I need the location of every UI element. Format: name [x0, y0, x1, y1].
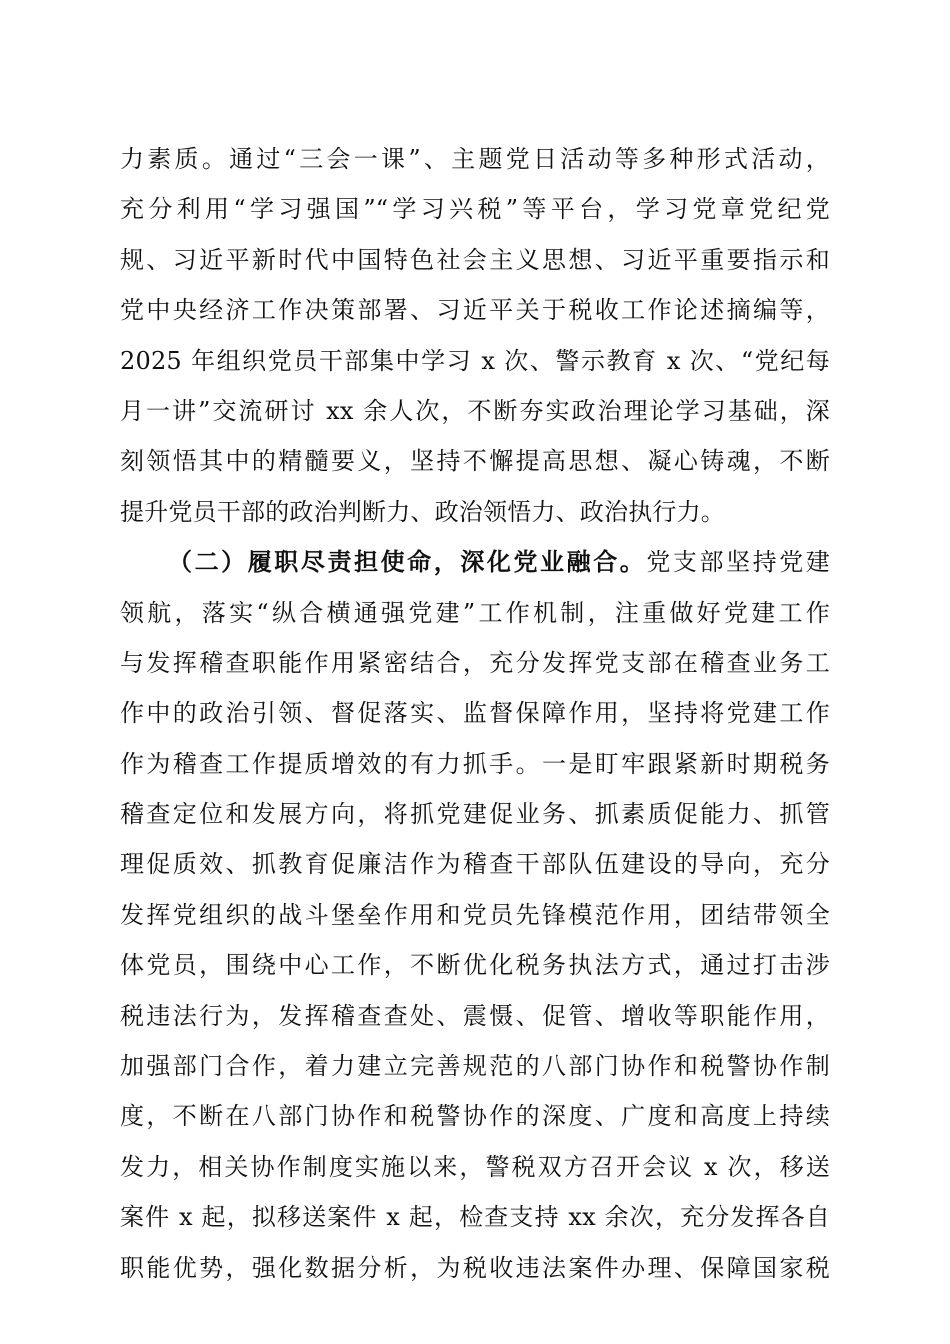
section-heading: （二）履职尽责担使命，深化党业融合。: [168, 547, 647, 577]
paragraph-2-line: 发挥党组织的战斗堡垒作用和党员先锋模范作用，团结带领全: [120, 900, 830, 929]
body-text: [120, 134, 830, 1293]
paragraph-2-first-line-text: 党支部坚持党建: [646, 548, 830, 577]
paragraph-2-line: 发力，相关协作制度实施以来，警税双方召开会议 x 次，移送: [120, 1152, 830, 1181]
paragraph-1: [120, 134, 830, 537]
paragraph-1-line: 2025 年组织党员干部集中学习 x 次、警示教育 x 次、“党纪每: [120, 346, 830, 375]
paragraph-2-line: 理促质效、抓教育促廉洁作为稽查干部队伍建设的导向，充分: [120, 850, 830, 879]
paragraph-2-line: 度，不断在八部门协作和税警协作的深度、广度和高度上持续: [120, 1102, 830, 1131]
paragraph-2-line: 加强部门合作，着力建立完善规范的八部门协作和税警协作制: [120, 1052, 830, 1081]
paragraph-2-line: 税违法行为，发挥稽查查处、震慑、促管、增收等职能作用，: [120, 1001, 830, 1030]
paragraph-1-line: 充分利用“学习强国”“学习兴税”等平台，学习党章党纪党: [120, 195, 830, 224]
paragraph-1-line: 力素质。通过“三会一课”、主题党日活动等多种形式活动，: [120, 145, 830, 173]
paragraph-2-line: 职能优势，强化数据分析，为税收违法案件办理、保障国家税: [120, 1253, 830, 1282]
paragraph-2-line: 作中的政治引领、督促落实、监督保障作用，坚持将党建工作: [120, 699, 830, 728]
paragraph-1-line: 党中央经济工作决策部署、习近平关于税收工作论述摘编等，: [120, 296, 830, 325]
paragraph-1-line: 提升党员干部的政治判断力、政治领悟力、政治执行力。: [120, 497, 725, 526]
paragraph-2-line: 稽查定位和发展方向，将抓党建促业务、抓素质促能力、抓管: [120, 800, 830, 829]
paragraph-2-line: 与发挥稽查职能作用紧密结合，充分发挥党支部在稽查业务工: [120, 648, 830, 677]
paragraph-1-line: 规、习近平新时代中国特色社会主义思想、习近平重要指示和: [120, 245, 830, 274]
paragraph-2-line: 体党员，围绕中心工作，不断优化税务执法方式，通过打击涉: [120, 951, 830, 980]
paragraph-2-first-line: [120, 537, 830, 587]
paragraph-1-line: 月一讲”交流研讨 xx 余人次，不断夯实政治理论学习基础，深: [120, 396, 830, 425]
paragraph-1-line: 刻领悟其中的精髓要义，坚持不懈提高思想、凝心铸魂，不断: [120, 447, 830, 476]
paragraph-2-line: 领航，落实“纵合横通强党建”工作机制，注重做好党建工作: [120, 598, 830, 627]
paragraph-2-line: 案件 x 起，拟移送案件 x 起，检查支持 xx 余次，充分发挥各自: [120, 1203, 830, 1232]
paragraph-2: [120, 537, 830, 1293]
paragraph-2-line: 作为稽查工作提质增效的有力抓手。一是盯牢跟紧新时期税务: [120, 749, 830, 778]
